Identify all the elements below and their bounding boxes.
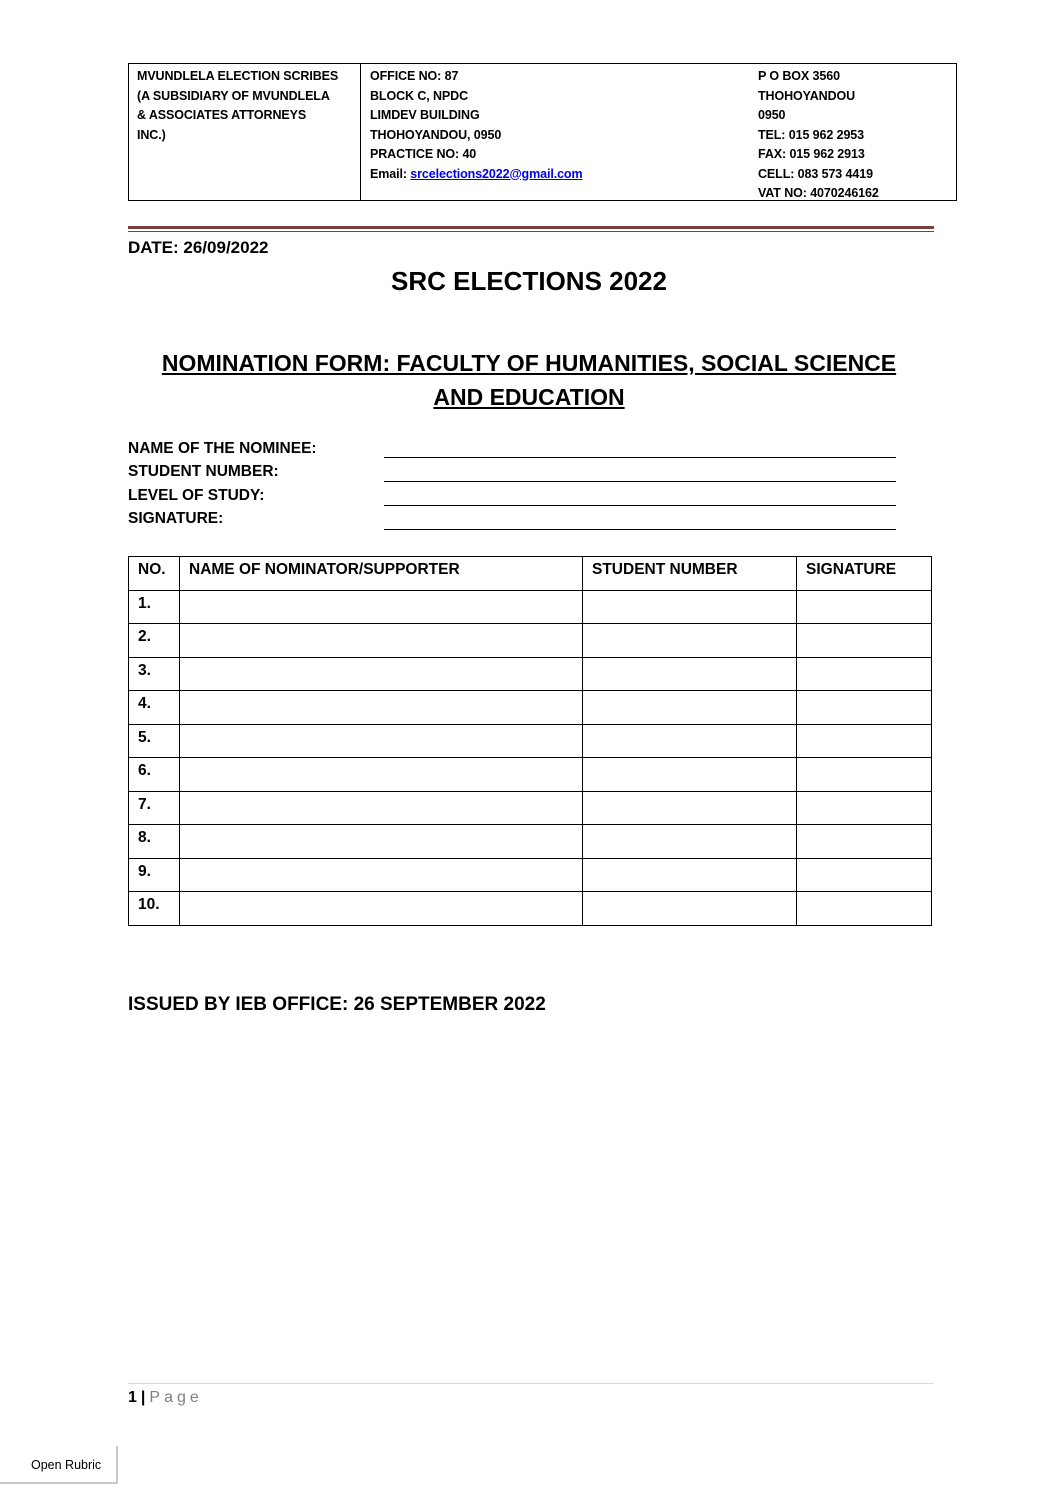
contact-line: TEL: 015 962 2953 (758, 127, 865, 142)
signature-cell[interactable] (797, 691, 932, 725)
contact-line: 0950 (758, 108, 786, 122)
table-row (129, 724, 932, 758)
row-number: 5. (129, 724, 180, 758)
nominator-name-cell[interactable] (180, 858, 583, 892)
row-number: 8. (129, 825, 180, 859)
table-row (129, 691, 932, 725)
row-number: 10. (129, 892, 180, 926)
row-number: 4. (129, 691, 180, 725)
table-row (129, 825, 932, 859)
row-number: 2. (129, 624, 180, 658)
row-number: 3. (129, 657, 180, 691)
nominee-name-line[interactable] (384, 457, 896, 458)
row-number: 1. (129, 590, 180, 624)
page-footer (128, 1389, 203, 1407)
contact-line: FAX: 015 962 2913 (758, 147, 865, 161)
subtitle-line: AND EDUCATION (433, 384, 625, 410)
signature-line[interactable] (384, 529, 896, 530)
letterhead-company (129, 64, 361, 200)
signature-cell[interactable] (797, 825, 932, 859)
office-line: LIMDEV BUILDING (370, 108, 480, 122)
email-label: Email: (370, 166, 411, 181)
nominator-name-cell[interactable] (180, 624, 583, 658)
page-word: Page (149, 1389, 203, 1406)
signature-cell[interactable] (797, 758, 932, 792)
office-line: THOHOYANDOU, 0950 (370, 127, 502, 142)
student-number-cell[interactable] (583, 758, 797, 792)
student-number-cell[interactable] (583, 825, 797, 859)
contact-line: THOHOYANDOU (758, 88, 856, 103)
issued-by-statement: ISSUED BY IEB OFFICE: 26 SEPTEMBER 2022 (128, 994, 546, 1015)
row-number: 7. (129, 791, 180, 825)
level-of-study-line[interactable] (384, 505, 896, 506)
header-nominator-name: NAME OF NOMINATOR/SUPPORTER (180, 557, 583, 591)
nominee-name-label: NAME OF THE NOMINEE: (128, 440, 317, 457)
email-link[interactable]: srcelections2022@gmail.com (410, 166, 583, 181)
student-number-label: STUDENT NUMBER: (128, 463, 279, 480)
student-number-cell[interactable] (583, 657, 797, 691)
footer-divider (128, 1383, 934, 1384)
document-date: DATE: 26/09/2022 (128, 238, 269, 257)
letterhead-office (361, 64, 749, 200)
form-subtitle (128, 346, 930, 414)
header-divider (128, 226, 934, 229)
row-number: 6. (129, 758, 180, 792)
student-number-cell[interactable] (583, 691, 797, 725)
signature-cell[interactable] (797, 892, 932, 926)
company-line: (A SUBSIDIARY OF MVUNDLELA (137, 88, 330, 103)
table-row (129, 590, 932, 624)
letterhead-contacts (749, 64, 958, 200)
signature-cell[interactable] (797, 590, 932, 624)
student-number-line[interactable] (384, 481, 896, 482)
nominator-name-cell[interactable] (180, 657, 583, 691)
page-number: 1 (128, 1389, 137, 1406)
header-student-number: STUDENT NUMBER (583, 557, 797, 591)
letterhead-box (128, 63, 957, 201)
student-number-cell[interactable] (583, 724, 797, 758)
nominator-name-cell[interactable] (180, 758, 583, 792)
student-number-cell[interactable] (583, 858, 797, 892)
signature-cell[interactable] (797, 724, 932, 758)
level-of-study-label: LEVEL OF STUDY: (128, 487, 265, 504)
student-number-cell[interactable] (583, 624, 797, 658)
signature-cell[interactable] (797, 858, 932, 892)
office-line: OFFICE NO: 87 (370, 69, 459, 83)
office-line: PRACTICE NO: 40 (370, 147, 477, 161)
header-divider-thin (128, 231, 934, 232)
page-title: SRC ELECTIONS 2022 (391, 266, 667, 296)
nominator-name-cell[interactable] (180, 691, 583, 725)
nominator-name-cell[interactable] (180, 892, 583, 926)
nominator-name-cell[interactable] (180, 724, 583, 758)
open-rubric-button[interactable]: Open Rubric (0, 1446, 118, 1484)
table-row (129, 657, 932, 691)
student-number-cell[interactable] (583, 590, 797, 624)
table-header-row (129, 557, 932, 591)
table-row (129, 758, 932, 792)
nominator-name-cell[interactable] (180, 825, 583, 859)
table-row (129, 892, 932, 926)
signature-label: SIGNATURE: (128, 510, 224, 527)
student-number-cell[interactable] (583, 892, 797, 926)
company-line: MVUNDLELA ELECTION SCRIBES (137, 69, 339, 83)
email-line (370, 165, 740, 185)
nominators-table (128, 556, 932, 926)
office-line: BLOCK C, NPDC (370, 88, 469, 103)
company-line: INC.) (137, 127, 166, 142)
table-row (129, 624, 932, 658)
signature-cell[interactable] (797, 624, 932, 658)
nominator-name-cell[interactable] (180, 791, 583, 825)
student-number-cell[interactable] (583, 791, 797, 825)
signature-cell[interactable] (797, 657, 932, 691)
subtitle-line: NOMINATION FORM: FACULTY OF HUMANITIES, SOCIAL SCIENCE (161, 350, 897, 376)
header-signature: SIGNATURE (797, 557, 932, 591)
nominator-name-cell[interactable] (180, 590, 583, 624)
header-no: NO. (129, 557, 180, 591)
table-row (129, 791, 932, 825)
contact-line: P O BOX 3560 (758, 69, 840, 83)
table-row (129, 858, 932, 892)
contact-line: CELL: 083 573 4419 (758, 166, 873, 181)
row-number: 9. (129, 858, 180, 892)
contact-line: VAT NO: 4070246162 (758, 186, 879, 200)
signature-cell[interactable] (797, 791, 932, 825)
company-line: & ASSOCIATES ATTORNEYS (137, 108, 307, 122)
footer-separator: | (140, 1389, 146, 1406)
